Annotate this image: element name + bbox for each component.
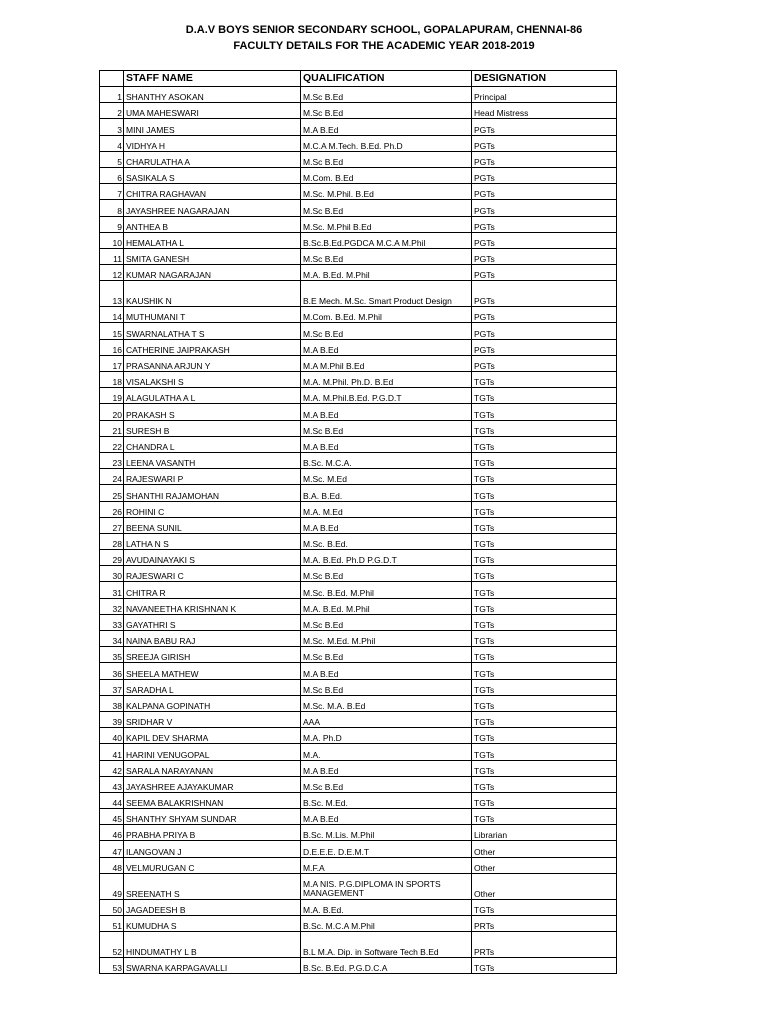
table-row (100, 151, 617, 167)
qualification-cell: M.Sc B.Ed (301, 200, 472, 216)
designation-cell: TGTs (472, 744, 617, 760)
qualification-cell: M.Com. B.Ed. M.Phil (301, 307, 472, 323)
staff-name-cell: LATHA N S (124, 533, 301, 549)
serial-number-cell: 30 (100, 566, 124, 582)
staff-name-cell: SREEJA GIRISH (124, 647, 301, 663)
qualification-cell: M.Sc B.Ed (301, 103, 472, 119)
table-row (100, 248, 617, 264)
table-row (100, 436, 617, 452)
staff-name-cell: CHITRA RAGHAVAN (124, 184, 301, 200)
table-row (100, 469, 617, 485)
designation-cell: Other (472, 857, 617, 873)
designation-cell: PGTs (472, 184, 617, 200)
qualification-cell: M.A B.Ed (301, 809, 472, 825)
serial-number-cell: 49 (100, 873, 124, 899)
serial-number-cell: 43 (100, 776, 124, 792)
table-row (100, 647, 617, 663)
staff-name-cell: VELMURUGAN C (124, 857, 301, 873)
qualification-cell: M.Sc B.Ed (301, 679, 472, 695)
serial-number-cell: 21 (100, 420, 124, 436)
column-header-staff-name: STAFF NAME (124, 71, 301, 87)
qualification-cell: M.Sc B.Ed (301, 566, 472, 582)
designation-cell: PGTs (472, 307, 617, 323)
qualification-cell: M.A. M.Phil.B.Ed. P.G.D.T (301, 388, 472, 404)
staff-name-cell: AVUDAINAYAKI S (124, 550, 301, 566)
staff-name-cell: HARINI VENUGOPAL (124, 744, 301, 760)
table-row (100, 388, 617, 404)
serial-number-cell: 52 (100, 932, 124, 958)
staff-name-cell: BEENA SUNIL (124, 517, 301, 533)
staff-name-cell: VISALAKSHI S (124, 372, 301, 388)
qualification-cell: M.F.A (301, 857, 472, 873)
qualification-cell: M.A NIS. P.G.DIPLOMA IN SPORTS MANAGEMENT (301, 873, 472, 899)
designation-cell: TGTs (472, 776, 617, 792)
serial-number-cell: 7 (100, 184, 124, 200)
qualification-cell: M.Sc B.Ed (301, 87, 472, 103)
document-header (0, 22, 768, 54)
designation-cell: TGTs (472, 792, 617, 808)
qualification-cell: M.A. (301, 744, 472, 760)
qualification-cell: B.L M.A. Dip. in Software Tech B.Ed (301, 932, 472, 958)
designation-cell: TGTs (472, 647, 617, 663)
table-row (100, 776, 617, 792)
staff-name-cell: KALPANA GOPINATH (124, 695, 301, 711)
qualification-cell: M.Sc B.Ed (301, 248, 472, 264)
designation-cell: Head Mistress (472, 103, 617, 119)
table-row (100, 857, 617, 873)
serial-number-cell: 8 (100, 200, 124, 216)
staff-name-cell: KAPIL DEV SHARMA (124, 728, 301, 744)
qualification-cell: B.Sc.B.Ed.PGDCA M.C.A M.Phil (301, 232, 472, 248)
serial-number-cell: 3 (100, 119, 124, 135)
qualification-cell: M.Sc B.Ed (301, 614, 472, 630)
serial-number-cell: 15 (100, 323, 124, 339)
serial-number-cell: 23 (100, 452, 124, 468)
serial-number-cell: 5 (100, 151, 124, 167)
designation-cell: Other (472, 873, 617, 899)
serial-number-cell: 16 (100, 339, 124, 355)
table-row (100, 452, 617, 468)
table-row (100, 809, 617, 825)
staff-name-cell: SHANTHY SHYAM SUNDAR (124, 809, 301, 825)
staff-name-cell: PRAKASH S (124, 404, 301, 420)
designation-cell: TGTs (472, 958, 617, 974)
staff-name-cell: KUMUDHA S (124, 916, 301, 932)
serial-number-cell: 50 (100, 899, 124, 915)
serial-number-cell: 33 (100, 614, 124, 630)
designation-cell: Principal (472, 87, 617, 103)
qualification-cell: M.Sc. M.Ed (301, 469, 472, 485)
serial-number-cell: 24 (100, 469, 124, 485)
designation-cell: TGTs (472, 550, 617, 566)
serial-number-cell: 46 (100, 825, 124, 841)
staff-name-cell: ANTHEA B (124, 216, 301, 232)
designation-cell: PGTs (472, 216, 617, 232)
table-row (100, 728, 617, 744)
qualification-cell: M.A. B.Ed. (301, 899, 472, 915)
serial-number-cell: 22 (100, 436, 124, 452)
staff-name-cell: NAINA BABU RAJ (124, 631, 301, 647)
serial-number-cell: 41 (100, 744, 124, 760)
staff-name-cell: HEMALATHA L (124, 232, 301, 248)
qualification-cell: M.Com. B.Ed (301, 167, 472, 183)
serial-number-cell: 17 (100, 355, 124, 371)
serial-number-cell: 42 (100, 760, 124, 776)
designation-cell: PGTs (472, 281, 617, 307)
qualification-cell: M.A B.Ed (301, 760, 472, 776)
qualification-cell: M.Sc B.Ed (301, 776, 472, 792)
designation-cell: TGTs (472, 899, 617, 915)
column-header-designation: DESIGNATION (472, 71, 617, 87)
designation-cell: TGTs (472, 372, 617, 388)
designation-cell: TGTs (472, 614, 617, 630)
designation-cell: PGTs (472, 248, 617, 264)
staff-name-cell: GAYATHRI S (124, 614, 301, 630)
serial-number-cell: 28 (100, 533, 124, 549)
staff-name-cell: CATHERINE JAIPRAKASH (124, 339, 301, 355)
qualification-cell: M.Sc. M.Ed. M.Phil (301, 631, 472, 647)
serial-number-cell: 9 (100, 216, 124, 232)
table-row (100, 420, 617, 436)
serial-number-cell: 34 (100, 631, 124, 647)
table-row (100, 899, 617, 915)
designation-cell: TGTs (472, 485, 617, 501)
column-header-qualification: QUALIFICATION (301, 71, 472, 87)
staff-name-cell: KUMAR NAGARAJAN (124, 265, 301, 281)
qualification-cell: M.Sc B.Ed (301, 323, 472, 339)
staff-name-cell: KAUSHIK N (124, 281, 301, 307)
serial-number-cell: 38 (100, 695, 124, 711)
staff-name-cell: SARALA NARAYANAN (124, 760, 301, 776)
staff-name-cell: PRABHA PRIYA B (124, 825, 301, 841)
serial-number-cell: 32 (100, 598, 124, 614)
staff-name-cell: RAJESWARI C (124, 566, 301, 582)
designation-cell: TGTs (472, 809, 617, 825)
serial-number-cell: 31 (100, 582, 124, 598)
staff-name-cell: JAYASHREE NAGARAJAN (124, 200, 301, 216)
designation-cell: TGTs (472, 452, 617, 468)
qualification-cell: M.A. Ph.D (301, 728, 472, 744)
table-row (100, 216, 617, 232)
designation-cell: PGTs (472, 167, 617, 183)
staff-name-cell: SRIDHAR V (124, 711, 301, 727)
staff-name-cell: MINI JAMES (124, 119, 301, 135)
staff-name-cell: SEEMA BALAKRISHNAN (124, 792, 301, 808)
table-row (100, 631, 617, 647)
designation-cell: TGTs (472, 679, 617, 695)
table-row (100, 232, 617, 248)
table-row (100, 87, 617, 103)
column-header-serial (100, 71, 124, 87)
designation-cell: TGTs (472, 469, 617, 485)
table-row (100, 792, 617, 808)
table-row (100, 323, 617, 339)
qualification-cell: M.C.A M.Tech. B.Ed. Ph.D (301, 135, 472, 151)
designation-cell: Other (472, 841, 617, 857)
qualification-cell: M.Sc B.Ed (301, 420, 472, 436)
designation-cell: PGTs (472, 200, 617, 216)
staff-name-cell: SASIKALA S (124, 167, 301, 183)
table-row (100, 825, 617, 841)
staff-name-cell: ROHINI C (124, 501, 301, 517)
serial-number-cell: 19 (100, 388, 124, 404)
serial-number-cell: 29 (100, 550, 124, 566)
serial-number-cell: 37 (100, 679, 124, 695)
table-row (100, 339, 617, 355)
serial-number-cell: 4 (100, 135, 124, 151)
table-row (100, 281, 617, 307)
qualification-cell: D.E.E.E. D.E.M.T (301, 841, 472, 857)
serial-number-cell: 40 (100, 728, 124, 744)
staff-name-cell: HINDUMATHY L B (124, 932, 301, 958)
serial-number-cell: 44 (100, 792, 124, 808)
qualification-cell: B.A. B.Ed. (301, 485, 472, 501)
designation-cell: PGTs (472, 323, 617, 339)
staff-name-cell: CHITRA R (124, 582, 301, 598)
serial-number-cell: 45 (100, 809, 124, 825)
table-row (100, 517, 617, 533)
designation-cell: TGTs (472, 533, 617, 549)
table-row (100, 307, 617, 323)
serial-number-cell: 25 (100, 485, 124, 501)
serial-number-cell: 10 (100, 232, 124, 248)
qualification-cell: M.Sc B.Ed (301, 151, 472, 167)
staff-name-cell: VIDHYA H (124, 135, 301, 151)
qualification-cell: M.Sc B.Ed (301, 647, 472, 663)
qualification-cell: M.Sc. M.A. B.Ed (301, 695, 472, 711)
designation-cell: TGTs (472, 517, 617, 533)
table-header-row (100, 71, 617, 87)
qualification-cell: M.A. M.Phil. Ph.D. B.Ed (301, 372, 472, 388)
qualification-cell: M.A B.Ed (301, 517, 472, 533)
table-row (100, 916, 617, 932)
serial-number-cell: 35 (100, 647, 124, 663)
serial-number-cell: 14 (100, 307, 124, 323)
designation-cell: TGTs (472, 420, 617, 436)
qualification-cell: B.Sc. M.C.A M.Phil (301, 916, 472, 932)
staff-name-cell: RAJESWARI P (124, 469, 301, 485)
staff-name-cell: ILANGOVAN J (124, 841, 301, 857)
table-row (100, 103, 617, 119)
qualification-cell: B.Sc. B.Ed. P.G.D.C.A (301, 958, 472, 974)
table-row (100, 200, 617, 216)
designation-cell: TGTs (472, 501, 617, 517)
designation-cell: TGTs (472, 582, 617, 598)
qualification-cell: M.A B.Ed (301, 119, 472, 135)
designation-cell: TGTs (472, 663, 617, 679)
serial-number-cell: 2 (100, 103, 124, 119)
designation-cell: PRTs (472, 932, 617, 958)
serial-number-cell: 39 (100, 711, 124, 727)
qualification-cell: M.A. B.Ed. Ph.D P.G.D.T (301, 550, 472, 566)
table-body (100, 87, 617, 974)
staff-name-cell: SWARNA KARPAGAVALLI (124, 958, 301, 974)
qualification-cell: B.Sc. M.Lis. M.Phil (301, 825, 472, 841)
qualification-cell: M.Sc. M.Phil. B.Ed (301, 184, 472, 200)
table-row (100, 711, 617, 727)
table-row (100, 167, 617, 183)
qualification-cell: M.A. B.Ed. M.Phil (301, 598, 472, 614)
designation-cell: TGTs (472, 631, 617, 647)
serial-number-cell: 48 (100, 857, 124, 873)
serial-number-cell: 12 (100, 265, 124, 281)
table-row (100, 485, 617, 501)
designation-cell: TGTs (472, 404, 617, 420)
table-row (100, 355, 617, 371)
serial-number-cell: 20 (100, 404, 124, 420)
staff-name-cell: NAVANEETHA KRISHNAN K (124, 598, 301, 614)
designation-cell: TGTs (472, 388, 617, 404)
staff-name-cell: PRASANNA ARJUN Y (124, 355, 301, 371)
staff-name-cell: LEENA VASANTH (124, 452, 301, 468)
table-row (100, 744, 617, 760)
table-row (100, 679, 617, 695)
table-row (100, 533, 617, 549)
serial-number-cell: 1 (100, 87, 124, 103)
table-row (100, 566, 617, 582)
staff-name-cell: ALAGULATHA A L (124, 388, 301, 404)
designation-cell: Librarian (472, 825, 617, 841)
table-row (100, 695, 617, 711)
qualification-cell: M.Sc. M.Phil B.Ed (301, 216, 472, 232)
qualification-cell: M.A M.Phil B.Ed (301, 355, 472, 371)
designation-cell: PRTs (472, 916, 617, 932)
table-row (100, 873, 617, 899)
designation-cell: TGTs (472, 711, 617, 727)
table-row (100, 184, 617, 200)
designation-cell: TGTs (472, 695, 617, 711)
staff-name-cell: SMITA GANESH (124, 248, 301, 264)
staff-name-cell: JAGADEESH B (124, 899, 301, 915)
staff-name-cell: SWARNALATHA T S (124, 323, 301, 339)
designation-cell: PGTs (472, 339, 617, 355)
table-row (100, 265, 617, 281)
serial-number-cell: 36 (100, 663, 124, 679)
qualification-cell: M.Sc. B.Ed. M.Phil (301, 582, 472, 598)
serial-number-cell: 13 (100, 281, 124, 307)
table-row (100, 135, 617, 151)
serial-number-cell: 6 (100, 167, 124, 183)
qualification-cell: M.A. M.Ed (301, 501, 472, 517)
staff-name-cell: SHANTHI RAJAMOHAN (124, 485, 301, 501)
table-row (100, 550, 617, 566)
table-row (100, 119, 617, 135)
qualification-cell: M.Sc. B.Ed. (301, 533, 472, 549)
staff-name-cell: SARADHA L (124, 679, 301, 695)
table-row (100, 932, 617, 958)
table-row (100, 404, 617, 420)
qualification-cell: M.A B.Ed (301, 663, 472, 679)
document-subtitle: FACULTY DETAILS FOR THE ACADEMIC YEAR 2018-2019 (233, 40, 535, 52)
staff-name-cell: UMA MAHESWARI (124, 103, 301, 119)
designation-cell: TGTs (472, 728, 617, 744)
serial-number-cell: 51 (100, 916, 124, 932)
designation-cell: TGTs (472, 760, 617, 776)
school-title: D.A.V BOYS SENIOR SECONDARY SCHOOL, GOPALAPURAM, CHENNAI-86 (185, 24, 583, 36)
table-row (100, 663, 617, 679)
designation-cell: TGTs (472, 566, 617, 582)
faculty-table (99, 70, 617, 974)
designation-cell: PGTs (472, 232, 617, 248)
staff-name-cell: SURESH B (124, 420, 301, 436)
serial-number-cell: 26 (100, 501, 124, 517)
table-row (100, 582, 617, 598)
designation-cell: PGTs (472, 355, 617, 371)
qualification-cell: B.Sc. M.C.A. (301, 452, 472, 468)
staff-name-cell: SHANTHY ASOKAN (124, 87, 301, 103)
serial-number-cell: 47 (100, 841, 124, 857)
staff-name-cell: SHEELA MATHEW (124, 663, 301, 679)
table-row (100, 372, 617, 388)
designation-cell: TGTs (472, 598, 617, 614)
qualification-cell: M.A B.Ed (301, 339, 472, 355)
qualification-cell: M.A B.Ed (301, 436, 472, 452)
table-row (100, 501, 617, 517)
staff-name-cell: JAYASHREE AJAYAKUMAR (124, 776, 301, 792)
table-row (100, 760, 617, 776)
serial-number-cell: 53 (100, 958, 124, 974)
designation-cell: PGTs (472, 151, 617, 167)
table-row (100, 614, 617, 630)
designation-cell: PGTs (472, 135, 617, 151)
staff-name-cell: CHARULATHA A (124, 151, 301, 167)
qualification-cell: B.E Mech. M.Sc. Smart Product Design (301, 281, 472, 307)
designation-cell: PGTs (472, 119, 617, 135)
serial-number-cell: 18 (100, 372, 124, 388)
staff-name-cell: SREENATH S (124, 873, 301, 899)
staff-name-cell: CHANDRA L (124, 436, 301, 452)
serial-number-cell: 11 (100, 248, 124, 264)
designation-cell: PGTs (472, 265, 617, 281)
staff-name-cell: MUTHUMANI T (124, 307, 301, 323)
qualification-cell: B.Sc. M.Ed. (301, 792, 472, 808)
qualification-cell: M.A B.Ed (301, 404, 472, 420)
qualification-cell: AAA (301, 711, 472, 727)
qualification-cell: M.A. B.Ed. M.Phil (301, 265, 472, 281)
table-row (100, 841, 617, 857)
designation-cell: TGTs (472, 436, 617, 452)
table-row (100, 598, 617, 614)
table-row (100, 958, 617, 974)
serial-number-cell: 27 (100, 517, 124, 533)
